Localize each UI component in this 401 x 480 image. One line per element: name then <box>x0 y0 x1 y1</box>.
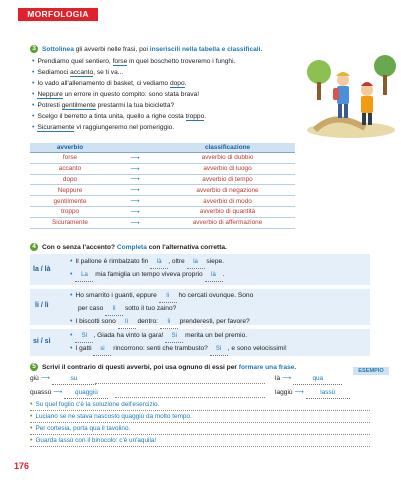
group-li-sentences: • Ho smarrito i guanti, eppure li ho cercati ovunque. Sono per caso lì sotto il tuo zaino? • I biscotti sono lì dentro: li prenderesti, per favore? <box>70 290 253 329</box>
col-avverbio: avverbio <box>30 143 110 153</box>
group-la-sentences: • Il pallone è rimbalzato fin là , oltre la siepe. • La mia famiglia un tempo viveva proprio là . <box>70 256 224 282</box>
group-si-sentences: • Sì , Giada ha vinto la gara! Si merita un bel premio. • I gatti si rincorrono: senti che trambusto? Sì , e sono velocissimi! <box>70 330 287 356</box>
sentence-6: • Scelgo il berretto a tinta unita, quello a righe costa troppo. <box>32 113 207 120</box>
group-label-li: li / lì <box>35 302 49 309</box>
esempio-badge: ESEMPIO <box>353 367 389 375</box>
exercise-3-sentences <box>32 56 235 133</box>
instr-verb-2: inseriscili nella tabella e classificali. <box>149 46 263 53</box>
page-number: 176 <box>14 461 30 471</box>
sentence-7: • Sicuramente vi raggiungeremo nel pomeriggio. <box>32 124 175 131</box>
sentence-list: • Su quel foglio c'è la soluzione dell'esercizio. • Luciano se ne stava nascosto quaggiù da molto tempo. • Per cortesia, porta qua il tavolino. • Guarda lassù con il binocolo: c'è un'aquila! <box>30 399 370 447</box>
opposite-pair-3: quassù ⟶ quaggiù <box>30 387 108 399</box>
col-classificazione: classificazione <box>160 143 295 153</box>
exercise-4-instruction: 4 Con o senza l'accento? Completa con l'alternativa corretta. <box>30 243 227 252</box>
table-row: Neppure ⟶ avverbio di negazione <box>30 185 295 196</box>
exercise-3-instruction <box>30 45 262 54</box>
group-label-si: si / sì <box>33 338 51 345</box>
table-row: Sicuramente ⟶ avverbio di affermazione <box>30 217 295 228</box>
adverb-table <box>30 143 295 229</box>
sentence-5: • Potresti gentilmente prestarmi la tua bicicletta? <box>32 102 175 109</box>
opposite-pair-2: là ⟶ qua <box>275 373 342 385</box>
sentence-4: • Neppure un errore in questo compito: sono stata brava! <box>32 91 200 98</box>
table-row: accanto ⟶ avverbio di luogo <box>30 163 295 174</box>
sentence-3: • Io vado all'allenamento di basket, ci vediamo dopo. <box>32 80 187 87</box>
exercise-5-instruction: 5 Scrivi il contrario di questi avverbi, poi usa ognuno di essi per formare una frase. <box>30 363 296 372</box>
opposite-pair-4: laggiù ⟶ lassù <box>275 387 350 399</box>
answer-line <box>95 383 265 384</box>
exercise-number: 5 <box>30 363 38 371</box>
hikers-illustration <box>305 40 397 138</box>
table-row: dopo ⟶ avverbio di tempo <box>30 174 295 185</box>
group-label-la: la / là <box>33 266 51 273</box>
sentence-2: • Sediamoci accanto, se ti va... <box>32 69 124 76</box>
answer-line <box>115 397 265 398</box>
section-header: MORFOLOGIA <box>18 8 98 21</box>
instr-text: gli avverbi nelle frasi, poi <box>73 46 150 53</box>
exercise-number: 3 <box>30 45 38 53</box>
table-row: gentilmente ⟶ avverbio di modo <box>30 196 295 207</box>
exercise-number: 4 <box>30 243 38 251</box>
table-row: forse ⟶ avverbio di dubbio <box>30 153 295 164</box>
table-row: troppo ⟶ avverbio di quantità <box>30 206 295 217</box>
sentence-1: • Prendiamo quel sentiero, forse in quel boschetto troveremo i funghi. <box>32 58 236 65</box>
opposite-pair-1: giù ⟶ su <box>30 373 96 385</box>
instr-verb: Sottolinea <box>42 46 74 53</box>
